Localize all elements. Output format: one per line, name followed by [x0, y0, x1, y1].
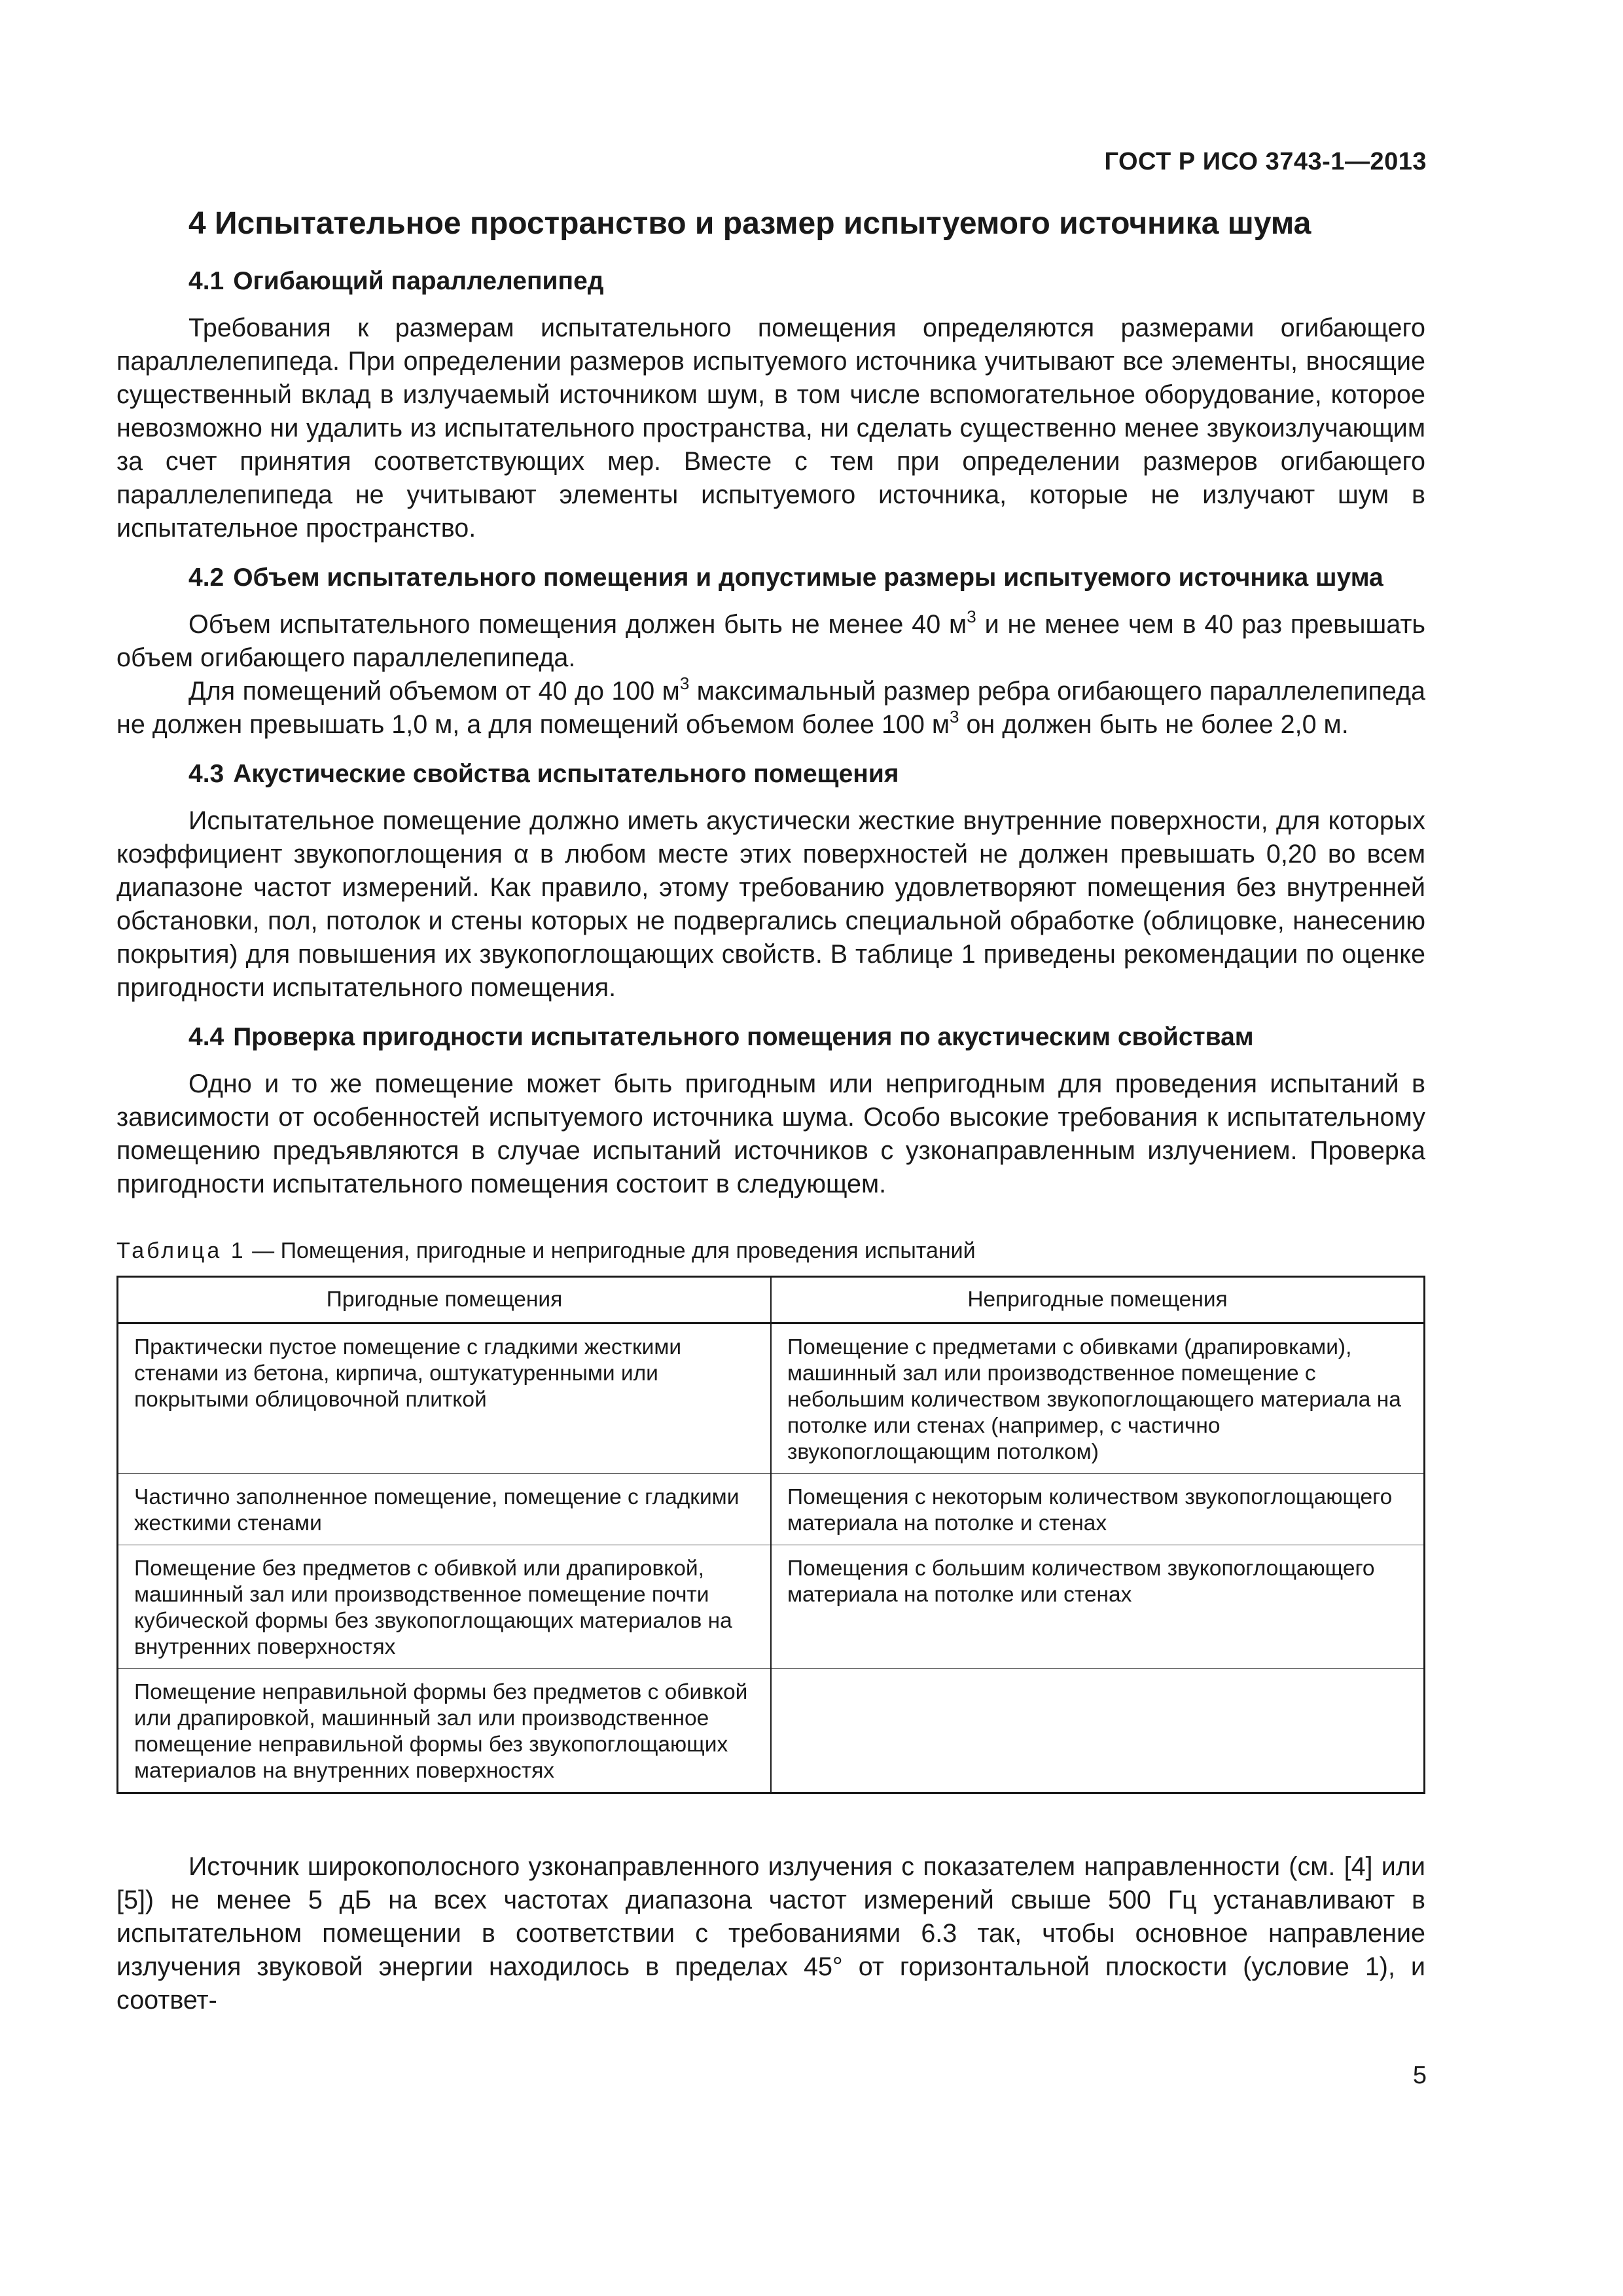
- p1-exponent: 3: [967, 606, 976, 626]
- subsection-4-1: [116, 266, 1425, 545]
- post-table-section: [116, 1850, 1425, 2017]
- table-cell-suitable: Частично заполненное помещение, помещение с гладкими жесткими стенами: [118, 1474, 772, 1545]
- p2-part-b: максимальный размер ребра огибающего параллелепипеда не должен превышать 1,0 м, а для помещений объемом более 100 м: [116, 677, 1425, 739]
- header-suitable: Пригодные помещения: [118, 1277, 772, 1323]
- subsection-4-2-paragraph-1: [116, 608, 1425, 675]
- subsection-4-3: [116, 759, 1425, 1005]
- table-row: [118, 1323, 1425, 1474]
- subsection-4-2-heading: [188, 562, 1425, 594]
- table-row: [118, 1669, 1425, 1793]
- p2-part-a: Для помещений объемом от 40 до 100 м: [188, 677, 680, 706]
- table-cell-unsuitable: Помещения с большим количеством звукопоглощающего материала на потолке или стенах: [771, 1545, 1425, 1669]
- table-cell-suitable: Практически пустое помещение с гладкими жесткими стенами из бетона, кирпича, оштукатуренными или покрытыми облицовочной плиткой: [118, 1323, 772, 1474]
- table-cell-unsuitable: Помещения с некоторым количеством звукопоглощающего материала на потолке и стенах: [771, 1474, 1425, 1545]
- subsection-4-2-number: 4.2: [188, 564, 224, 592]
- subsection-4-4-text: Одно и то же помещение может быть пригодным или непригодным для проведения испытаний в зависимости от особенностей испытуемого источника шума. Особо высокие требования к испытательному помещению предъявляются в случае испытаний источников с узконаправленным излучением. Проверка пригодности испытательного помещения состоит в следующем.: [116, 1069, 1425, 1198]
- subsection-4-4-heading: [188, 1022, 1425, 1053]
- subsection-4-4-number: 4.4: [188, 1023, 224, 1051]
- subsection-4-1-number: 4.1: [188, 267, 224, 295]
- section-title: 4 Испытательное пространство и размер испытуемого источника шума: [188, 206, 1311, 241]
- table-row: [118, 1474, 1425, 1545]
- standard-code-header: ГОСТ Р ИСО 3743-1—2013: [1104, 148, 1427, 175]
- subsection-4-4: [116, 1022, 1425, 1201]
- table-cell-unsuitable: Помещение с предметами с обивками (драпировками), машинный зал или производственное помещение с небольшим количеством звукопоглощающего материала на потолке или стенах (например, с частично звукопоглощающим потолком): [771, 1323, 1425, 1474]
- table-caption-text: — Помещения, пригодные и непригодные для проведения испытаний: [245, 1238, 976, 1263]
- table-cell-unsuitable: [771, 1669, 1425, 1793]
- p2-exponent-1: 3: [679, 673, 690, 693]
- subsection-4-3-number: 4.3: [188, 760, 224, 788]
- subsection-4-2-title: Объем испытательного помещения и допустимые размеры испытуемого источника шума: [233, 564, 1383, 592]
- subsection-4-1-title: Огибающий параллелепипед: [233, 267, 604, 295]
- table-cell-suitable: Помещение без предметов с обивкой или драпировкой, машинный зал или производственное помещение почти кубической формы без звукопоглощающих материалов на внутренних поверхностях: [118, 1545, 772, 1669]
- rooms-table: [116, 1276, 1425, 1794]
- page-content: [116, 204, 1425, 2017]
- table-caption-label: Таблица 1: [116, 1238, 246, 1263]
- table-row: [118, 1545, 1425, 1669]
- subsection-4-1-heading: [188, 266, 1425, 297]
- table-header-row: [118, 1277, 1425, 1323]
- subsection-4-2-paragraph-2: [116, 675, 1425, 742]
- p1-part-a: Объем испытательного помещения должен быть не менее 40 м: [188, 610, 967, 639]
- header-unsuitable: Непригодные помещения: [771, 1277, 1425, 1323]
- post-table-paragraph: Источник широкополосного узконаправленного излучения с показателем направленности (см. [4] или [5]) не менее 5 дБ на всех частотах диапазона частот измерений свыше 500 Гц устанавливают в испытательном помещении в соответствии с требованиями 6.3 так, чтобы основное направление излучения звуковой энергии находилось в пределах 45° от горизонтальной плоскости (условие 1), и соответ-: [116, 1852, 1425, 2015]
- subsection-4-2: [116, 562, 1425, 742]
- subsection-4-3-text: Испытательное помещение должно иметь акустически жесткие внутренние поверхности, для которых коэффициент звукопоглощения α в любом месте этих поверхностей не должен превышать 0,20 во всем диапазоне частот измерений. Как правило, этому требованию удовлетворяют помещения без внутренней обстановки, пол, потолок и стены которых не подвергались специальной обработке (облицовке, нанесению покрытия) для повышения их звукопоглощающих свойств. В таблице 1 приведены рекомендации по оценке пригодности испытательного помещения.: [116, 806, 1425, 1002]
- subsection-4-3-heading: [188, 759, 1425, 790]
- p2-part-c: он должен быть не более 2,0 м.: [959, 710, 1349, 739]
- p1-part-b: и не менее чем в 40 раз превышать объем огибающего параллелепипеда.: [116, 610, 1425, 672]
- page-number: 5: [1412, 2062, 1427, 2089]
- subsection-4-4-title: Проверка пригодности испытательного помещения по акустическим свойствам: [233, 1023, 1254, 1051]
- p2-exponent-2: 3: [950, 706, 959, 726]
- subsection-4-1-text: Требования к размерам испытательного помещения определяются размерами огибающего параллелепипеда. При определении размеров испытуемого источника учитывают все элементы, вносящие существенный вклад в излучаемый источником шум, в том числе вспомогательное оборудование, которое невозможно ни удалить из испытательного пространства, ни сделать существенно менее звукоизлучающим за счет принятия соответствующих мер. Вместе с тем при определении размеров огибающего параллелепипеда не учитывают элементы испытуемого источника, которые не излучают шум в испытательное пространство.: [116, 314, 1425, 543]
- table-cell-suitable: Помещение неправильной формы без предметов с обивкой или драпировкой, машинный зал или производственное помещение неправильной формы без звукопоглощающих материалов на внутренних поверхностях: [118, 1669, 772, 1793]
- table-caption: [116, 1236, 1425, 1265]
- subsection-4-3-title: Акустические свойства испытательного помещения: [233, 760, 899, 788]
